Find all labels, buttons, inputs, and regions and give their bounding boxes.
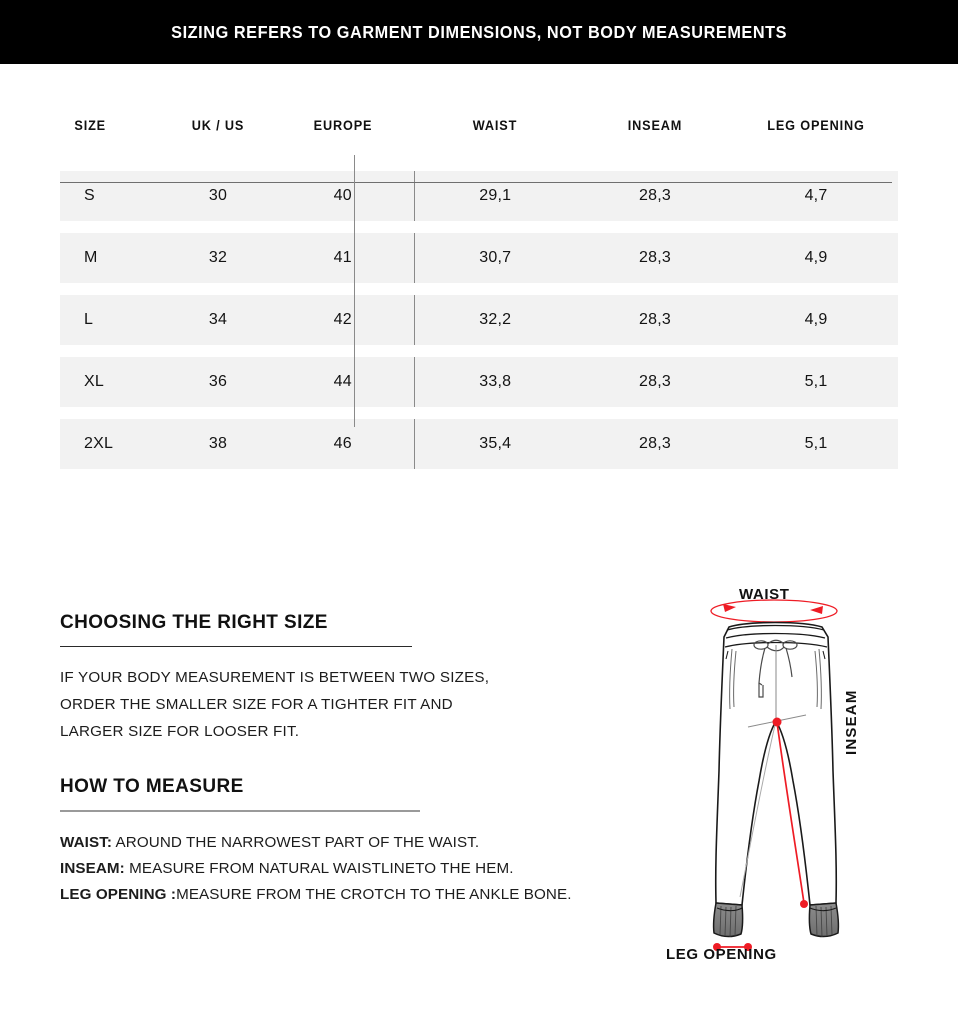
cell-leg-opening: 4,9 (734, 295, 898, 345)
choosing-line-2: ORDER THE SMALLER SIZE FOR A TIGHTER FIT AND (60, 696, 453, 713)
table-header-row (60, 100, 898, 171)
choosing-size-title: CHOOSING THE RIGHT SIZE (60, 612, 328, 633)
cell-waist: 32,2 (414, 295, 576, 345)
measure-term-inseam: INSEAM: (60, 860, 125, 877)
size-table-container (60, 100, 898, 469)
column-header-size: SIZE (74, 118, 106, 133)
cell-waist: 35,4 (414, 419, 576, 469)
column-header-waist: WAIST (472, 118, 518, 133)
table-row (60, 295, 898, 345)
cell-europe: 40 (272, 171, 414, 221)
table-row (60, 419, 898, 469)
cell-europe: 42 (272, 295, 414, 345)
measure-term-leg-opening: LEG OPENING : (60, 886, 177, 903)
choosing-line-1: IF YOUR BODY MEASUREMENT IS BETWEEN TWO SIZES, (60, 669, 490, 686)
cell-europe: 44 (272, 357, 414, 407)
info-section (60, 612, 660, 908)
table-head (60, 100, 898, 171)
cell-europe: 41 (272, 233, 414, 283)
choosing-line-3: LARGER SIZE FOR LOOSER FIT. (60, 723, 300, 740)
cell-waist: 29,1 (414, 171, 576, 221)
row-spacer (60, 407, 898, 419)
cell-leg-opening: 5,1 (734, 357, 898, 407)
cell-size: S (60, 171, 164, 221)
choosing-size-rule (60, 646, 412, 647)
row-spacer (60, 345, 898, 357)
cell-leg-opening: 5,1 (734, 419, 898, 469)
cell-size: L (60, 295, 164, 345)
cell-leg-opening: 4,9 (734, 233, 898, 283)
measure-desc-leg-opening: MEASURE FROM THE CROTCH TO THE ANKLE BONE. (176, 886, 572, 903)
column-header-uk-us: UK / US (191, 118, 245, 133)
jogger-pants-diagram (660, 575, 958, 975)
cell-size: 2XL (60, 419, 164, 469)
cell-uk-us: 32 (164, 233, 272, 283)
cell-inseam: 28,3 (576, 357, 734, 407)
measure-item-inseam (60, 856, 660, 882)
cell-leg-opening: 4,7 (734, 171, 898, 221)
cell-uk-us: 38 (164, 419, 272, 469)
cell-size: XL (60, 357, 164, 407)
row-spacer (60, 283, 898, 295)
measure-item-waist (60, 830, 660, 856)
measure-term-waist: WAIST: (60, 834, 113, 851)
cell-uk-us: 30 (164, 171, 272, 221)
measure-desc-inseam: MEASURE FROM NATURAL WAISTLINETO THE HEM. (124, 860, 514, 877)
table-body (60, 171, 898, 469)
cell-inseam: 28,3 (576, 295, 734, 345)
table-row (60, 171, 898, 221)
header-rule (60, 182, 892, 183)
cell-size: M (60, 233, 164, 283)
measure-desc-waist: AROUND THE NARROWEST PART OF THE WAIST. (112, 834, 480, 851)
table-vertical-divider (354, 155, 355, 427)
cell-uk-us: 36 (164, 357, 272, 407)
column-header-inseam: INSEAM (627, 118, 683, 133)
cell-uk-us: 34 (164, 295, 272, 345)
cell-waist: 30,7 (414, 233, 576, 283)
header-banner (0, 0, 958, 64)
label-inseam: INSEAM (843, 689, 860, 755)
size-table (60, 100, 898, 469)
cell-waist: 33,8 (414, 357, 576, 407)
column-header-europe: EUROPE (313, 118, 373, 133)
cell-inseam: 28,3 (576, 171, 734, 221)
table-row (60, 233, 898, 283)
label-leg-opening: LEG OPENING (666, 946, 777, 963)
choosing-size-body (60, 664, 660, 745)
how-to-measure-rule (60, 810, 420, 812)
table-row (60, 357, 898, 407)
ankle-cuffs (714, 903, 839, 937)
cell-europe: 46 (272, 419, 414, 469)
label-waist: WAIST (739, 586, 790, 603)
column-header-leg-opening: LEG OPENING (767, 118, 865, 133)
measure-item-leg-opening (60, 882, 660, 908)
cell-inseam: 28,3 (576, 233, 734, 283)
how-to-measure-title: HOW TO MEASURE (60, 776, 244, 797)
garment-illustration (660, 575, 958, 975)
row-spacer (60, 221, 898, 233)
cell-inseam: 28,3 (576, 419, 734, 469)
waist-measure-arrow-icon (711, 600, 837, 622)
banner-title: SIZING REFERS TO GARMENT DIMENSIONS, NOT BODY MEASUREMENTS (171, 21, 787, 42)
